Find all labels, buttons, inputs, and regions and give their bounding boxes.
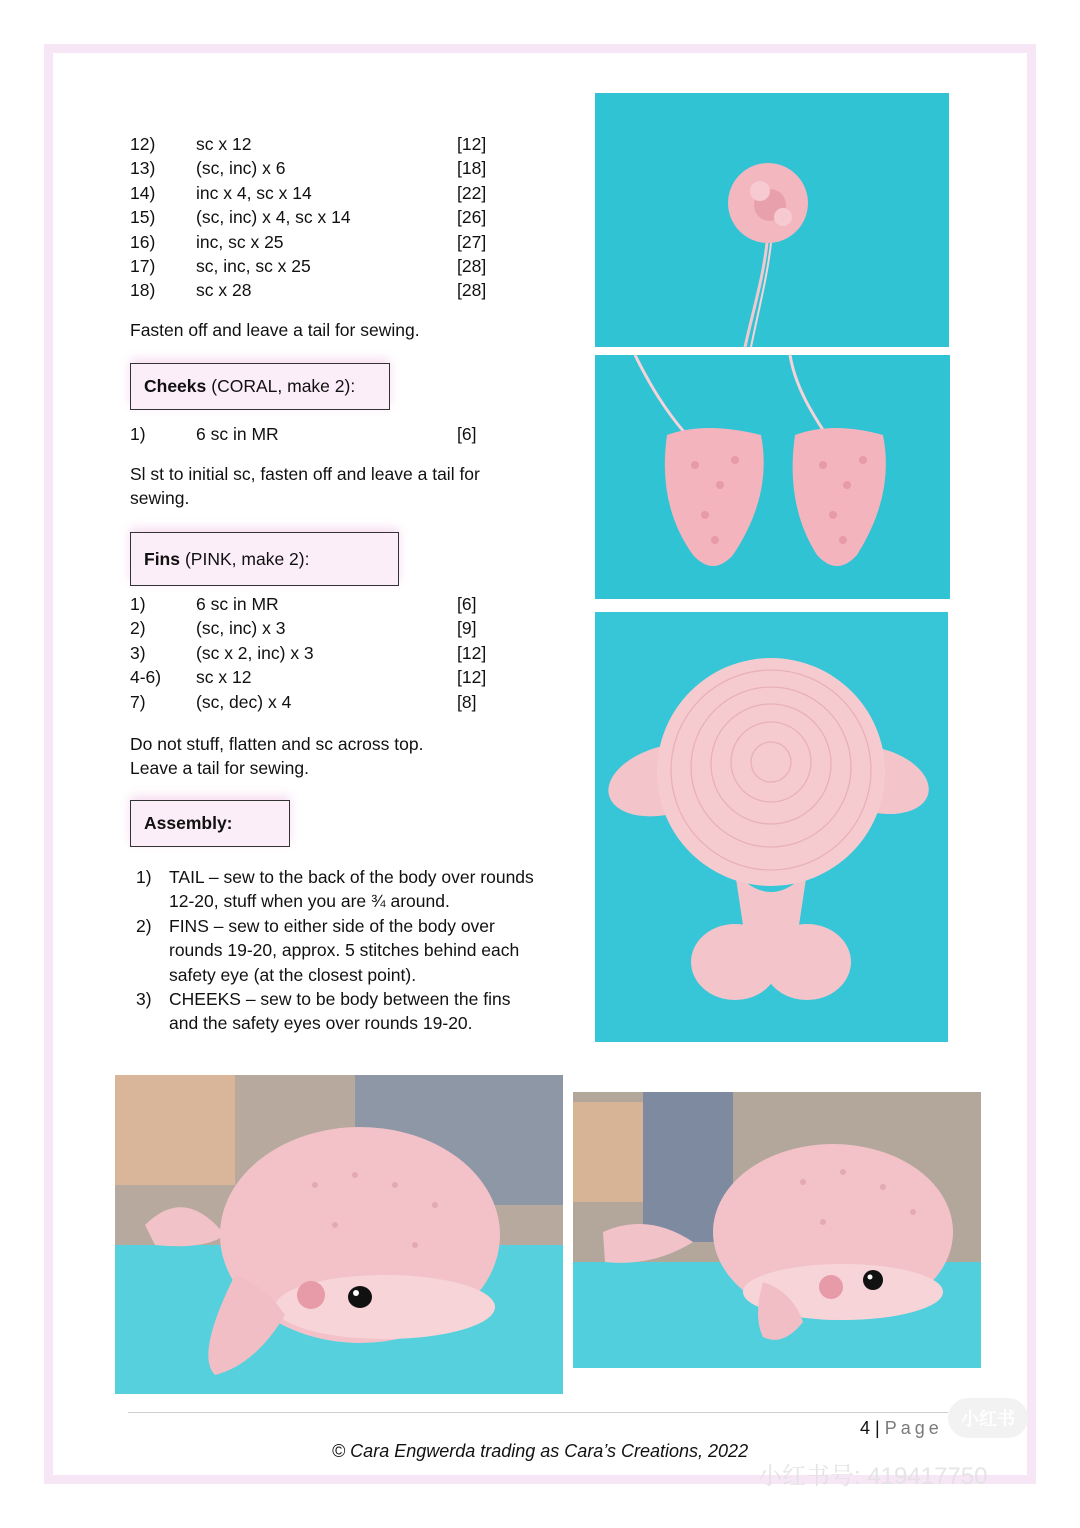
round-instruction: sc x 28 bbox=[196, 280, 252, 301]
round-number: 17) bbox=[130, 255, 156, 276]
fins-note-2: Leave a tail for sewing. bbox=[130, 758, 309, 778]
stitch-count: [28] bbox=[457, 280, 487, 301]
round-instruction: (sc, inc) x 3 bbox=[196, 618, 286, 639]
fins-detail: (PINK, make 2): bbox=[184, 548, 310, 569]
step-number: 3) bbox=[136, 989, 152, 1010]
fins-heading bbox=[130, 532, 399, 586]
round-number: 12) bbox=[130, 134, 156, 154]
stitch-count: [26] bbox=[457, 207, 487, 228]
cheeks-heading bbox=[130, 363, 390, 410]
round-instruction: 6 sc in MR bbox=[196, 424, 279, 444]
round-instruction: inc x 4, sc x 14 bbox=[196, 182, 312, 203]
page-number-value: 4 bbox=[860, 1418, 871, 1438]
stitch-count: [9] bbox=[457, 618, 477, 639]
stitch-count: [28] bbox=[457, 255, 487, 276]
cheeks-detail: (CORAL, make 2): bbox=[211, 376, 356, 396]
round-number: 16) bbox=[130, 231, 156, 252]
round-number: 4-6) bbox=[130, 667, 162, 688]
page-word: Page bbox=[884, 1418, 943, 1438]
page-number bbox=[860, 1418, 943, 1439]
round-number: 13) bbox=[130, 158, 156, 179]
round-number: 1) bbox=[130, 424, 146, 444]
footer-divider bbox=[128, 1412, 948, 1413]
stitch-count: [6] bbox=[457, 594, 477, 614]
stitch-count: [12] bbox=[457, 667, 487, 688]
cheeks-title: Cheeks bbox=[144, 376, 207, 396]
assembly-heading bbox=[130, 800, 290, 847]
photo-whale-back bbox=[595, 612, 948, 1042]
stitch-count: [27] bbox=[457, 231, 487, 252]
step-number: 1) bbox=[136, 867, 152, 887]
round-instruction: sc, inc, sc x 25 bbox=[196, 255, 311, 276]
round-number: 14) bbox=[130, 182, 156, 203]
fasten-off-note: Fasten off and leave a tail for sewing. bbox=[130, 320, 420, 340]
watermark-logo: 小红书 bbox=[948, 1398, 1028, 1438]
step-text: CHEEKS – sew to be body between the fins and the safety eyes over rounds 19-20. bbox=[169, 989, 511, 1034]
round-number: 1) bbox=[130, 594, 146, 614]
step-text: FINS – sew to either side of the body over rounds 19-20, approx. 5 stitches behind each safety eye (at the closest point). bbox=[169, 915, 520, 985]
assembly-step bbox=[136, 987, 536, 1036]
step-text: TAIL – sew to the back of the body over rounds 12-20, stuff when you are ¾ around. bbox=[169, 867, 534, 912]
round-number: 2) bbox=[130, 618, 146, 639]
photo-cheek-pieces bbox=[595, 355, 950, 599]
stitch-count: [12] bbox=[457, 642, 487, 663]
assembly-title: Assembly: bbox=[144, 813, 233, 833]
round-instruction: (sc, dec) x 4 bbox=[196, 691, 292, 712]
round-instruction: inc, sc x 25 bbox=[196, 231, 284, 252]
round-number: 7) bbox=[130, 691, 146, 712]
round-instruction: 6 sc in MR bbox=[196, 594, 279, 614]
round-instruction: sc x 12 bbox=[196, 134, 252, 154]
stitch-count: [12] bbox=[457, 134, 487, 154]
fins-title: Fins bbox=[144, 548, 180, 569]
assembly-list bbox=[136, 865, 536, 1036]
cheeks-note: Sl st to initial sc, fasten off and leave a tail for sewing. bbox=[130, 464, 480, 509]
step-number: 2) bbox=[136, 915, 152, 936]
photo-tail-piece bbox=[595, 93, 949, 347]
round-instruction: sc x 12 bbox=[196, 667, 252, 688]
stitch-count: [18] bbox=[457, 158, 487, 179]
stitch-count: [22] bbox=[457, 182, 487, 203]
assembly-step bbox=[136, 865, 536, 914]
round-number: 15) bbox=[130, 207, 156, 228]
round-number: 18) bbox=[130, 280, 156, 301]
round-instruction: (sc x 2, inc) x 3 bbox=[196, 642, 314, 663]
stitch-count: [6] bbox=[457, 424, 477, 444]
round-instruction: (sc, inc) x 4, sc x 14 bbox=[196, 207, 351, 228]
round-instruction: (sc, inc) x 6 bbox=[196, 158, 286, 179]
copyright-notice: © Cara Engwerda trading as Cara’s Creations, 2022 bbox=[331, 1441, 749, 1461]
photo-whale-front bbox=[115, 1075, 563, 1394]
fins-note-1: Do not stuff, flatten and sc across top. bbox=[130, 734, 424, 754]
assembly-step bbox=[136, 914, 536, 987]
stitch-count: [8] bbox=[457, 691, 477, 712]
page-separator: | bbox=[875, 1418, 880, 1438]
round-number: 3) bbox=[130, 642, 146, 663]
watermark-id: 小红书号: 419417750 bbox=[758, 1463, 988, 1490]
photo-whale-side bbox=[573, 1092, 981, 1368]
